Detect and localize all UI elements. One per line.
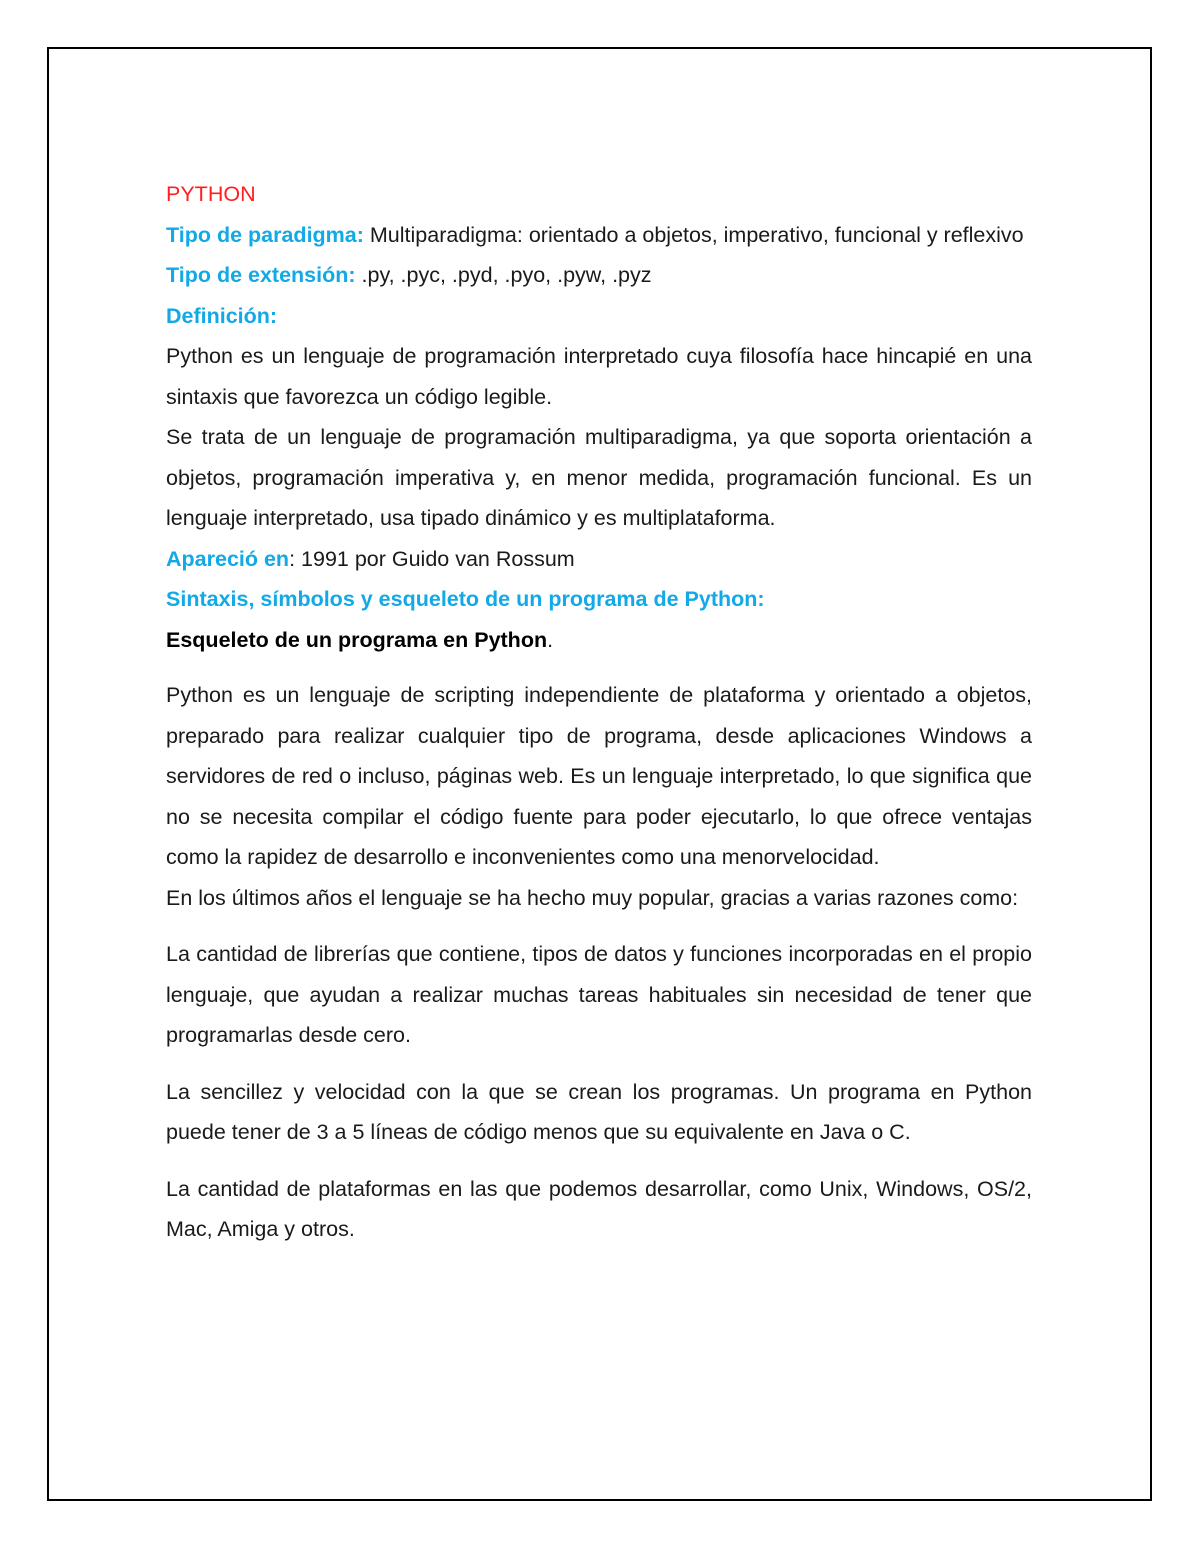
paradigm-line xyxy=(166,215,1032,256)
body-paragraph-5: La cantidad de plataformas en las que podemos desarrollar, como Unix, Windows, OS/2, Mac, Amiga y otros. xyxy=(166,1176,1032,1241)
skeleton-heading-period: . xyxy=(547,627,554,652)
definition-paragraph-1: Python es un lenguaje de programación interpretado cuya filosofía hace hincapié en una sintaxis que favorezca un código legible. xyxy=(166,344,1032,409)
appeared-value: : 1991 por Guido van Rossum xyxy=(289,546,575,571)
body-paragraph-1: Python es un lenguaje de scripting independiente de plataforma y orientado a objetos, preparado para realizar cualquier tipo de programa, desde aplicaciones Windows a servidores de red o incluso, páginas web. Es un lenguaje interpretado, lo que significa que no se necesita compilar el código fuente para poder ejecutarlo, lo que ofrece ventajas como la rapidez de desarrollo e inconvenientes como una menorvelocidad. xyxy=(166,683,1032,869)
document-body xyxy=(166,174,1032,1250)
definition-label: Definición: xyxy=(166,303,278,328)
syntax-heading-text: Sintaxis, símbolos y esqueleto de un programa de Python: xyxy=(166,587,765,611)
body-paragraph-4: La sencillez y velocidad con la que se crean los programas. Un programa en Python puede tener de 3 a 5 líneas de código menos que su equivalente en Java o C. xyxy=(166,1079,1032,1144)
syntax-heading xyxy=(166,579,1032,620)
skeleton-heading-text: Esqueleto de un programa en Python xyxy=(166,627,548,652)
extension-line xyxy=(166,255,1032,296)
extension-value: .py, .pyc, .pyd, .pyo, .pyw, .pyz xyxy=(355,263,652,287)
body-paragraph-2: En los últimos años el lenguaje se ha hecho muy popular, gracias a varias razones como: xyxy=(166,885,1019,910)
paradigm-value: Multiparadigma: orientado a objetos, imperativo, funcional y reflexivo xyxy=(363,222,1024,247)
body-paragraph-3: La cantidad de librerías que contiene, tipos de datos y funciones incorporadas en el propio lenguaje, que ayudan a realizar muchas tareas habituales sin necesidad de tener que programarlas desde cero. xyxy=(166,942,1032,1047)
document-title: PYTHON xyxy=(166,182,256,206)
skeleton-heading xyxy=(166,620,1032,661)
paradigm-label: Tipo de paradigma: xyxy=(166,222,364,247)
definition-paragraph-2: Se trata de un lenguaje de programación multiparadigma, ya que soporta orientación a objetos, programación imperativa y, en menor medida, programación funcional. Es un lenguaje interpretado, usa tipado dinámico y es multiplataforma. xyxy=(166,425,1032,530)
appeared-line xyxy=(166,539,1032,580)
definition-heading xyxy=(166,296,1032,337)
extension-label: Tipo de extensión: xyxy=(166,263,356,287)
appeared-label: Apareció en xyxy=(166,546,290,571)
